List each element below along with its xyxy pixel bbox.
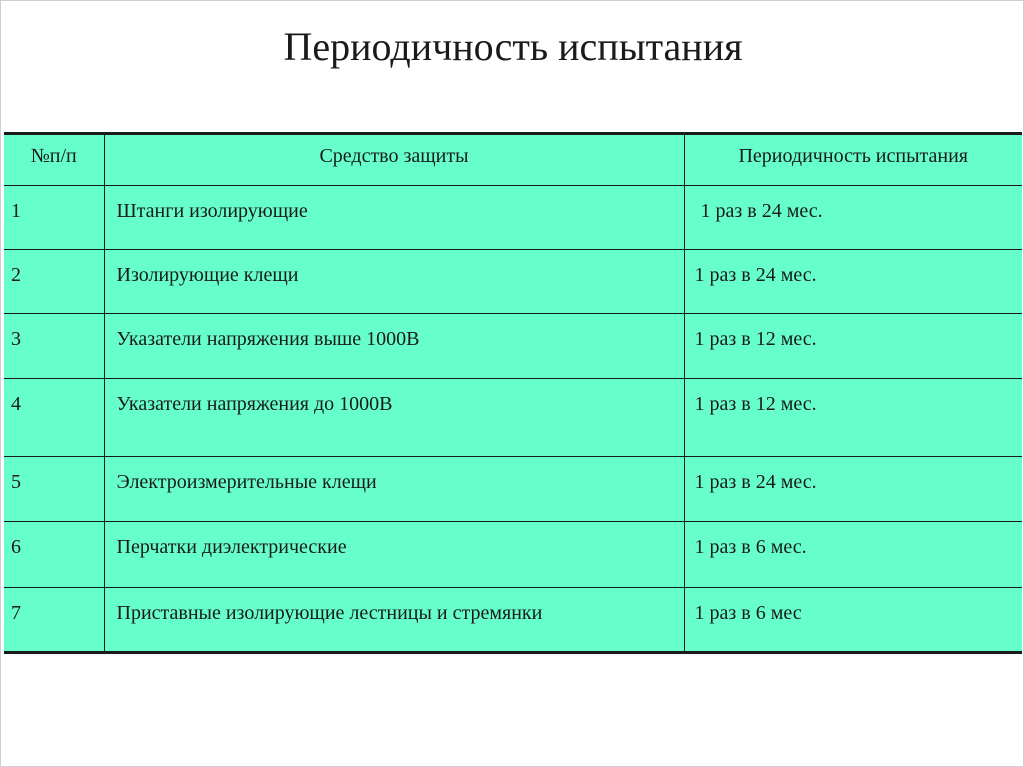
row-means: Приставные изолирующие лестницы и стремянки bbox=[104, 587, 684, 651]
header-period: Периодичность испытания bbox=[684, 135, 1022, 185]
row-number: 4 bbox=[4, 378, 104, 456]
row-means: Перчатки диэлектрические bbox=[104, 521, 684, 587]
row-number: 5 bbox=[4, 456, 104, 521]
table-row bbox=[4, 378, 1022, 456]
row-number: 7 bbox=[4, 587, 104, 651]
row-period: 1 раз в 24 мес. bbox=[684, 456, 1022, 521]
table-row bbox=[4, 313, 1022, 378]
row-period: 1 раз в 6 мес bbox=[684, 587, 1022, 651]
table bbox=[4, 135, 1022, 651]
row-number: 6 bbox=[4, 521, 104, 587]
row-means: Указатели напряжения до 1000В bbox=[104, 378, 684, 456]
row-period: 1 раз в 12 мес. bbox=[684, 313, 1022, 378]
row-period: 1 раз в 6 мес. bbox=[684, 521, 1022, 587]
row-period: 1 раз в 24 мес. bbox=[684, 185, 1022, 249]
table-row bbox=[4, 456, 1022, 521]
row-number: 3 bbox=[4, 313, 104, 378]
row-means: Изолирующие клещи bbox=[104, 249, 684, 313]
header-number: №п/п bbox=[4, 135, 104, 185]
table-row bbox=[4, 185, 1022, 249]
table-header-row bbox=[4, 135, 1022, 185]
table-row bbox=[4, 587, 1022, 651]
row-means: Электроизмерительные клещи bbox=[104, 456, 684, 521]
header-means: Средство защиты bbox=[104, 135, 684, 185]
protection-means-table bbox=[4, 132, 1022, 654]
row-means: Штанги изолирующие bbox=[104, 185, 684, 249]
table-row bbox=[4, 249, 1022, 313]
row-number: 1 bbox=[4, 185, 104, 249]
row-period: 1 раз в 12 мес. bbox=[684, 378, 1022, 456]
row-means: Указатели напряжения выше 1000В bbox=[104, 313, 684, 378]
row-number: 2 bbox=[4, 249, 104, 313]
slide-title: Периодичность испытания bbox=[283, 24, 743, 69]
table-row bbox=[4, 521, 1022, 587]
row-period: 1 раз в 24 мес. bbox=[684, 249, 1022, 313]
